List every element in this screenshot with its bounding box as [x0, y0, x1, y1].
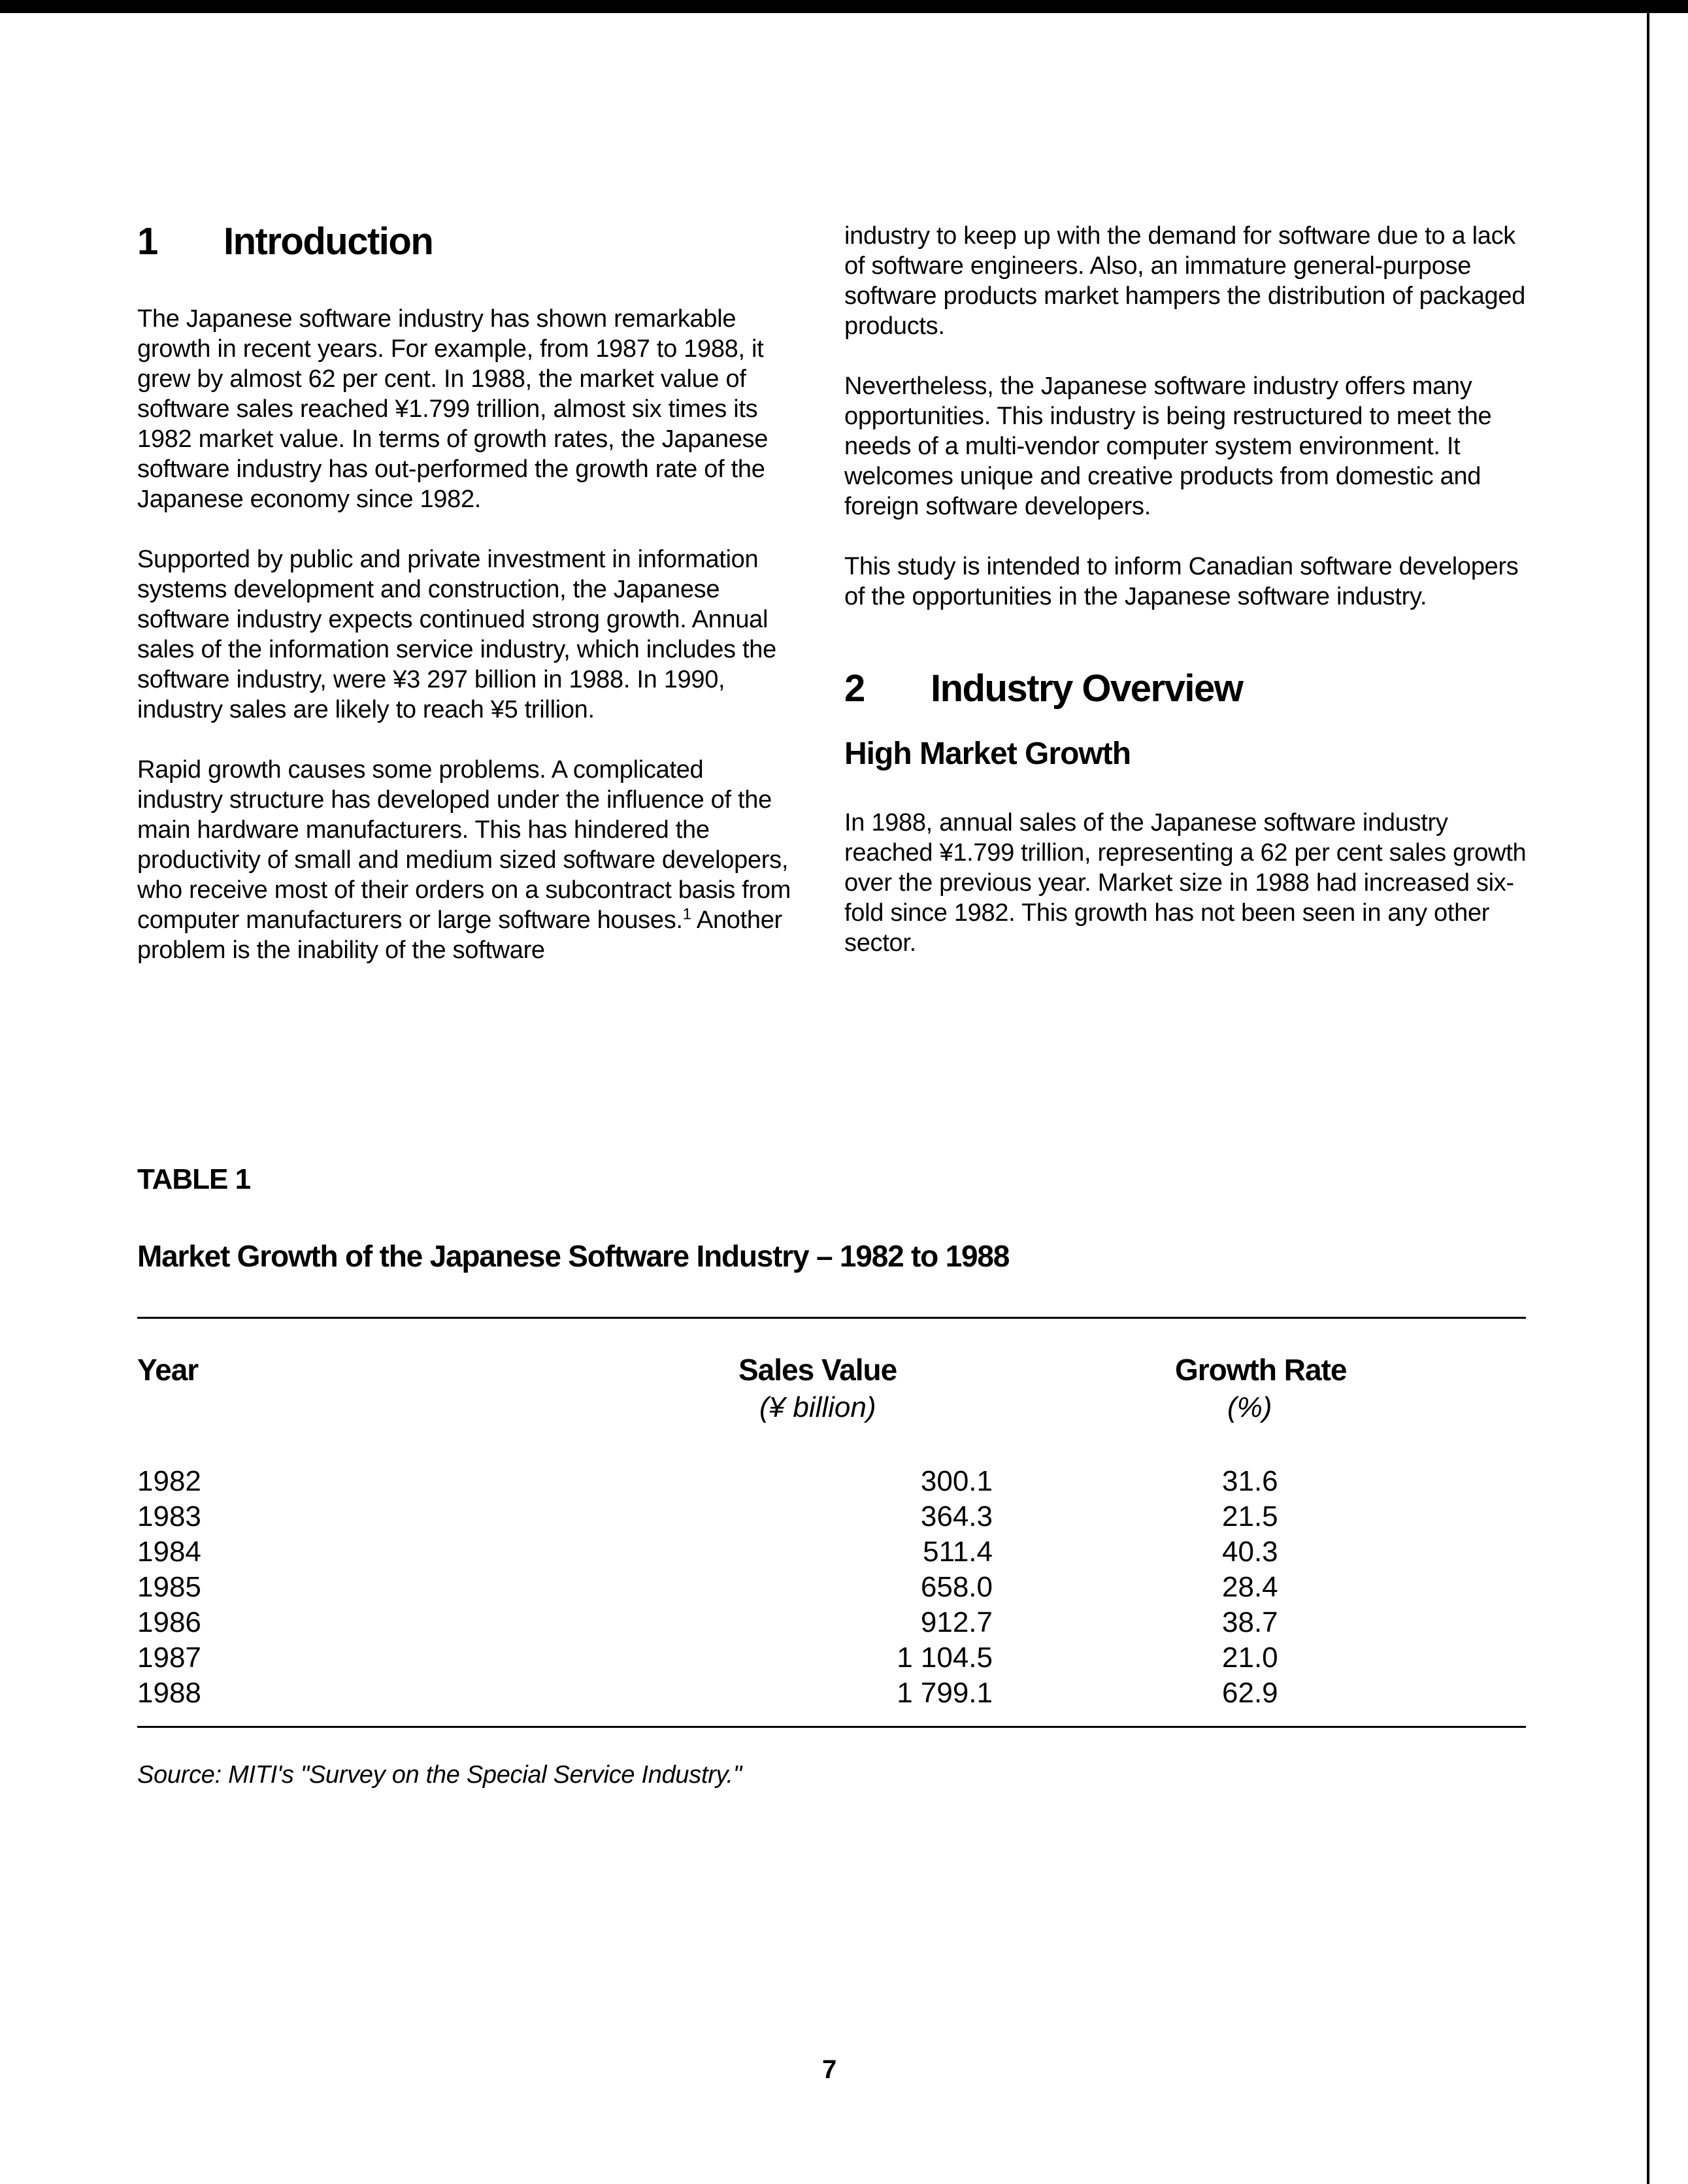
cell-sales-value: 511.4 [923, 1536, 993, 1568]
scan-border-top [0, 0, 1688, 13]
cell-growth-rate: 31.6 [1222, 1465, 1278, 1497]
table-row [137, 1534, 1526, 1570]
table-title: Market Growth of the Japanese Software Industry – 1982 to 1988 [137, 1239, 1010, 1273]
cell-growth-rate: 40.3 [1222, 1536, 1278, 1568]
header-year: Year [137, 1353, 199, 1387]
intro-paragraph-4: Nevertheless, the Japanese software industry offers many opportunities. This industry is being restructured to meet the needs of a multi-vendor computer system environment. It welcomes unique and creative products from domestic and foreign software developers. [844, 372, 1492, 520]
section-2-heading [844, 663, 1531, 715]
section-1-number: 1 [137, 220, 157, 263]
cell-growth-rate: 21.5 [1222, 1500, 1278, 1532]
cell-growth-rate: 62.9 [1222, 1677, 1278, 1709]
cell-sales-value: 912.7 [920, 1606, 993, 1638]
cell-year: 1986 [137, 1606, 201, 1638]
table-row [137, 1676, 1526, 1711]
section-1-heading [137, 216, 791, 268]
scan-border-right [1647, 0, 1649, 2184]
footnote-marker: 1 [682, 905, 691, 923]
intro-paragraph-3-tail: Another problem is the inability of the software [137, 906, 782, 964]
cell-growth-rate: 28.4 [1222, 1571, 1278, 1603]
table-row [137, 1570, 1526, 1605]
cell-sales-value: 658.0 [920, 1571, 993, 1603]
header-sales-unit: (¥ billion) [759, 1391, 876, 1423]
section-2-number: 2 [844, 667, 865, 710]
cell-sales-value: 1 799.1 [897, 1677, 993, 1709]
cell-year: 1988 [137, 1677, 201, 1709]
intro-paragraph-3-text: Rapid growth causes some problems. A complicated industry structure has developed under the influence of the main hardware manufacturers. This has hindered the productivity of small and medium sized software developers, who receive most of their orders on a subcontract basis from computer manufacturers or large software houses. [137, 756, 791, 934]
cell-growth-rate: 38.7 [1222, 1606, 1278, 1638]
table-label: TABLE 1 [137, 1163, 251, 1195]
section-1-title: Introduction [223, 220, 433, 263]
left-column [137, 216, 791, 965]
table-row [137, 1499, 1526, 1534]
cell-year: 1983 [137, 1500, 201, 1532]
intro-paragraph-1: The Japanese software industry has shown remarkable growth in recent years. For example, from 1987 to 1988, it grew by almost 62 per cent. In 1988, the market value of software sales reached ¥1.799 trillion, almost six times its 1982 market value. In terms of growth rates, the Japanese software industry has out-performed the growth rate of the Japanese economy since 1982. [137, 305, 769, 513]
intro-paragraph-5: This study is intended to inform Canadian software developers of the opportunities in the Japanese software industry. [844, 553, 1519, 610]
table-row [137, 1640, 1526, 1676]
intro-paragraph-3-continued: industry to keep up with the demand for software due to a lack of software engineers. Also, an immature general-purpose software products market hampers the distribution of packaged products. [844, 222, 1526, 340]
page-number: 7 [822, 2055, 837, 2084]
intro-paragraph-3 [137, 755, 791, 965]
header-growth-unit: (%) [1227, 1391, 1272, 1423]
table-top-rule [137, 1317, 1526, 1319]
cell-growth-rate: 21.0 [1222, 1642, 1278, 1674]
table-source-note: Source: MITI's "Survey on the Special Service Industry." [137, 1761, 742, 1789]
cell-year: 1984 [137, 1536, 201, 1568]
table-row [137, 1605, 1526, 1640]
right-column [844, 221, 1531, 958]
header-sales-value: Sales Value [738, 1353, 897, 1387]
cell-year: 1982 [137, 1465, 201, 1497]
cell-sales-value: 364.3 [920, 1500, 993, 1532]
section-2-paragraph: In 1988, annual sales of the Japanese software industry reached ¥1.799 trillion, representing a 62 per cent sales growth over the previous year. Market size in 1988 had increased six-fold since 1982. This growth has not been seen in any other sector. [844, 809, 1527, 957]
header-growth-rate: Growth Rate [1175, 1353, 1347, 1387]
section-2-title: Industry Overview [931, 667, 1243, 710]
table-body [137, 1464, 1526, 1711]
table-bottom-rule [137, 1726, 1526, 1728]
cell-sales-value: 1 104.5 [897, 1642, 993, 1674]
intro-paragraph-2: Supported by public and private investment in information systems development and construction, the Japanese software industry expects continued strong growth. Annual sales of the information service industry, which includes the software industry, were ¥3 297 billion in 1988. In 1990, industry sales are likely to reach ¥5 trillion. [137, 546, 776, 723]
cell-sales-value: 300.1 [920, 1465, 993, 1497]
cell-year: 1985 [137, 1571, 201, 1603]
cell-year: 1987 [137, 1642, 201, 1674]
table-row [137, 1464, 1526, 1499]
section-2-subheading: High Market Growth [844, 736, 1131, 771]
